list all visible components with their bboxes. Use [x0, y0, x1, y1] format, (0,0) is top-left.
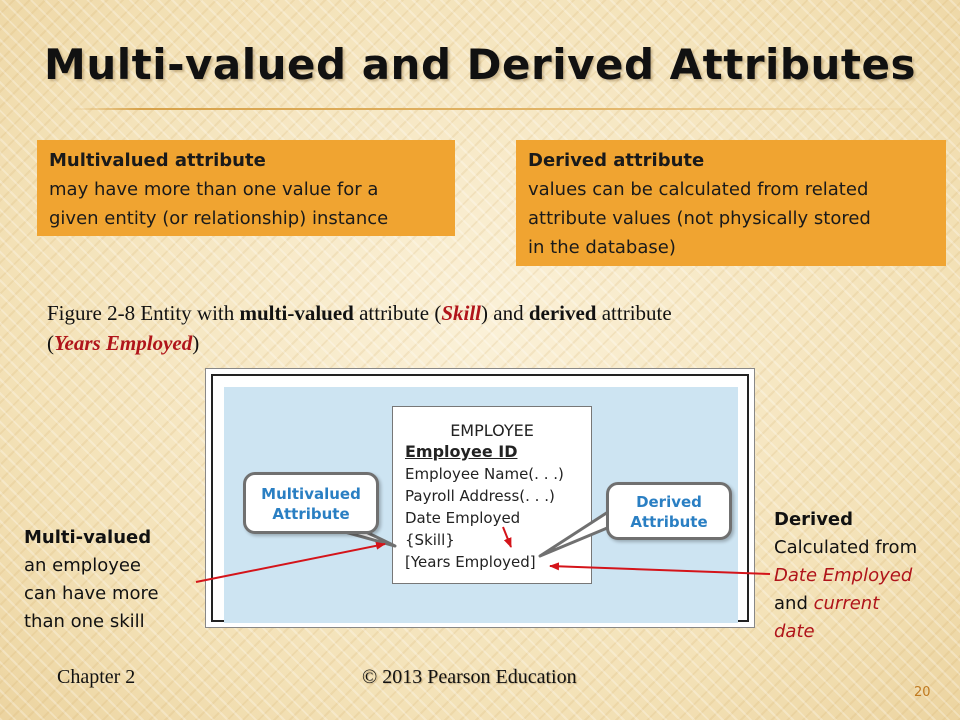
- derived-note-date-employed: Date Employed: [774, 565, 913, 586]
- entity-attribute-derived: [Years Employed]: [405, 553, 536, 571]
- callout-label: Multivalued: [261, 485, 361, 503]
- derived-definition-heading: Derived attribute: [528, 150, 705, 171]
- derived-note: [774, 506, 954, 646]
- caption-skill-term: Skill: [441, 301, 481, 325]
- entity-attribute: Date Employed: [405, 509, 521, 527]
- entity-attribute-multivalued: {Skill}: [405, 531, 455, 549]
- caption-text: ): [192, 331, 200, 355]
- derived-note-line: [774, 590, 954, 618]
- caption-text: attribute (: [353, 301, 442, 325]
- caption-text: Figure 2-8 Entity with: [47, 301, 240, 325]
- entity-attribute: Employee Name(. . .): [405, 465, 564, 483]
- slide-title: Multi-valued and Derived Attributes: [44, 40, 916, 89]
- callout-label: Attribute: [630, 513, 708, 531]
- derived-note-line: Calculated from: [774, 537, 918, 558]
- multivalued-note-line: can have more: [24, 583, 159, 604]
- caption-years-term: Years Employed: [54, 331, 193, 355]
- title-underline: [70, 108, 950, 110]
- derived-definition-line: in the database): [528, 237, 676, 258]
- multivalued-note: [24, 524, 204, 636]
- caption-text: (: [47, 331, 54, 355]
- caption-text: attribute: [596, 301, 672, 325]
- multivalued-note-heading: Multi-valued: [24, 527, 152, 548]
- multivalued-definition-box: [37, 140, 455, 236]
- derived-note-date: date: [774, 621, 815, 642]
- derived-note-and: and: [774, 593, 808, 614]
- footer-chapter: Chapter 2: [57, 666, 136, 688]
- entity-name: EMPLOYEE: [450, 421, 534, 440]
- callout-label: Attribute: [272, 505, 350, 523]
- caption-text: ) and: [481, 301, 529, 325]
- multivalued-note-line: than one skill: [24, 611, 145, 632]
- caption-derived-term: derived: [528, 301, 597, 325]
- derived-definition-box: [516, 140, 946, 266]
- derived-attribute-callout: [606, 482, 732, 540]
- derived-note-heading: Derived: [774, 509, 854, 530]
- multivalued-definition-line: given entity (or relationship) instance: [49, 208, 389, 229]
- entity-attribute-primary-key: Employee ID: [405, 442, 518, 461]
- derived-definition-line: attribute values (not physically stored: [528, 208, 871, 229]
- entity-attribute: Payroll Address(. . .): [405, 487, 555, 505]
- derived-note-current: current: [813, 593, 880, 614]
- page-number: 20: [914, 685, 931, 700]
- footer-copyright: © 2013 Pearson Education: [362, 666, 577, 688]
- multivalued-definition-heading: Multivalued attribute: [49, 150, 266, 171]
- caption-multivalued-term: multi-valued: [239, 301, 354, 325]
- multivalued-note-line: an employee: [24, 555, 142, 576]
- multivalued-attribute-callout: [243, 472, 379, 534]
- multivalued-definition-line: may have more than one value for a: [49, 179, 379, 200]
- figure-caption: [47, 298, 927, 358]
- callout-label: Derived: [636, 493, 702, 511]
- employee-entity: [392, 406, 592, 584]
- derived-definition-line: values can be calculated from related: [528, 179, 869, 200]
